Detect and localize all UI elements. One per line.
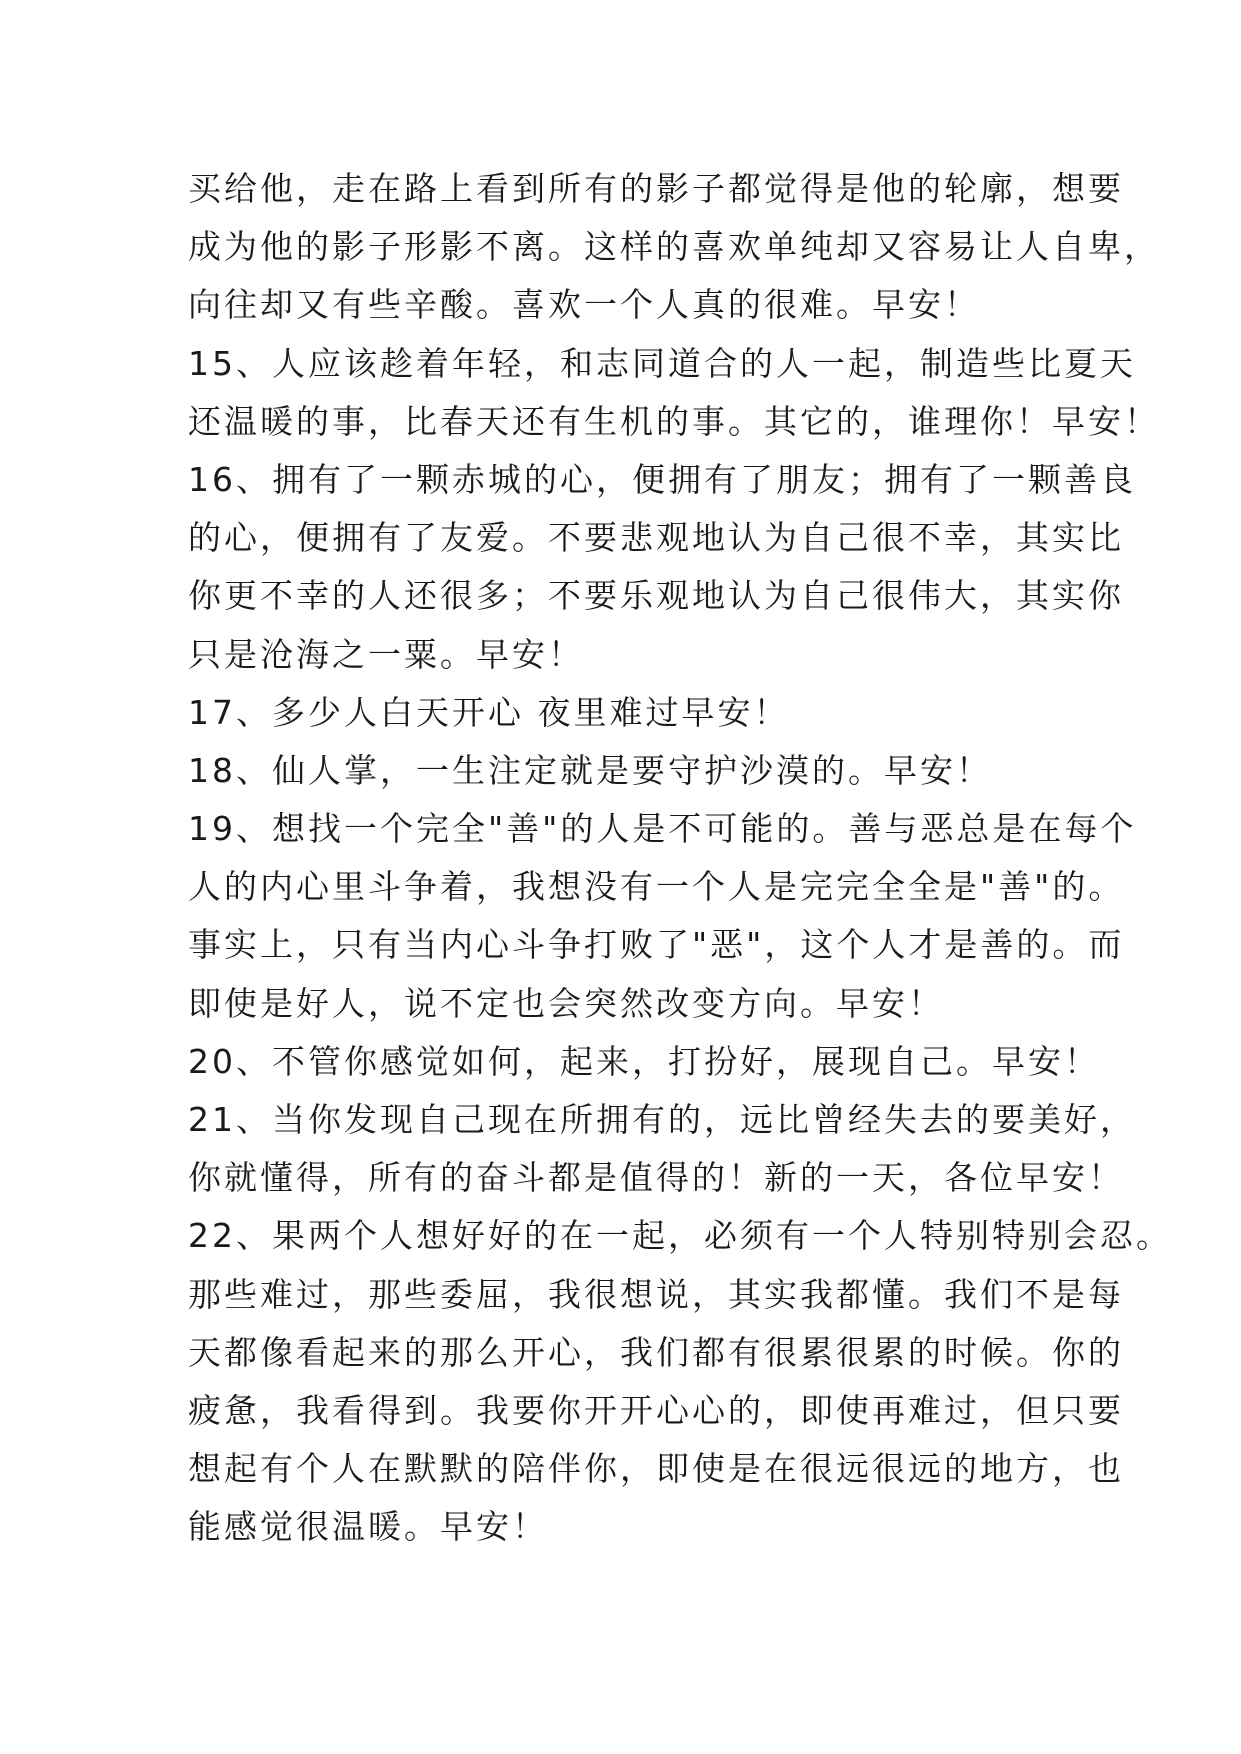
text-line: 向往却又有些辛酸。喜欢一个人真的很难。早安！ [188, 285, 980, 325]
text-line: 即使是好人，说不定也会突然改变方向。早安！ [188, 983, 944, 1023]
text-line: 事实上，只有当内心斗争打败了"恶"，这个人才是善的。而 [188, 925, 1125, 965]
text-line: 天都像看起来的那么开心，我们都有很累很累的时候。你的 [188, 1332, 1124, 1372]
text-line: 18、仙人掌，一生注定就是要守护沙漠的。早安！ [188, 750, 992, 790]
body-text [188, 160, 1172, 1557]
text-line: 15、人应该趁着年轻，和志同道合的人一起，制造些比夏天 [188, 343, 1136, 383]
text-line: 人的内心里斗争着，我想没有一个人是完完全全是"善"的。 [188, 867, 1125, 907]
text-line: 20、不管你感觉如何，起来，打扮好，展现自己。早安！ [188, 1041, 1100, 1081]
text-line: 你更不幸的人还很多；不要乐观地认为自己很伟大，其实你 [188, 576, 1124, 616]
text-line: 你就懂得，所有的奋斗都是值得的！新的一天，各位早安！ [188, 1158, 1124, 1198]
text-line: 还温暖的事，比春天还有生机的事。其它的，谁理你！早安！ [188, 401, 1160, 441]
text-line: 21、当你发现自己现在所拥有的，远比曾经失去的要美好， [188, 1100, 1136, 1139]
text-line: 想起有个人在默默的陪伴你，即使是在很远很远的地方，也 [188, 1449, 1124, 1489]
text-line: 那些难过，那些委屈，我很想说，其实我都懂。我们不是每 [188, 1274, 1124, 1314]
text-line: 22、果两个人想好好的在一起，必须有一个人特别特别会忍。 [188, 1216, 1172, 1256]
text-line: 只是沧海之一粟。早安！ [188, 634, 584, 674]
text-line: 17、多少人白天开心 夜里难过早安！ [188, 692, 790, 732]
text-line: 的心，便拥有了友爱。不要悲观地认为自己很不幸，其实比 [188, 518, 1124, 558]
text-line: 16、拥有了一颗赤城的心，便拥有了朋友；拥有了一颗善良 [188, 459, 1136, 499]
text-line: 19、想找一个完全"善"的人是不可能的。善与恶总是在每个 [188, 809, 1137, 849]
text-line: 能感觉很温暖。早安！ [188, 1507, 548, 1547]
text-line: 买给他，走在路上看到所有的影子都觉得是他的轮廓，想要 [188, 169, 1124, 208]
text-line: 成为他的影子形影不离。这样的喜欢单纯却又容易让人自卑， [188, 227, 1160, 267]
text-line: 疲惫，我看得到。我要你开开心心的，即使再难过，但只要 [188, 1390, 1124, 1430]
